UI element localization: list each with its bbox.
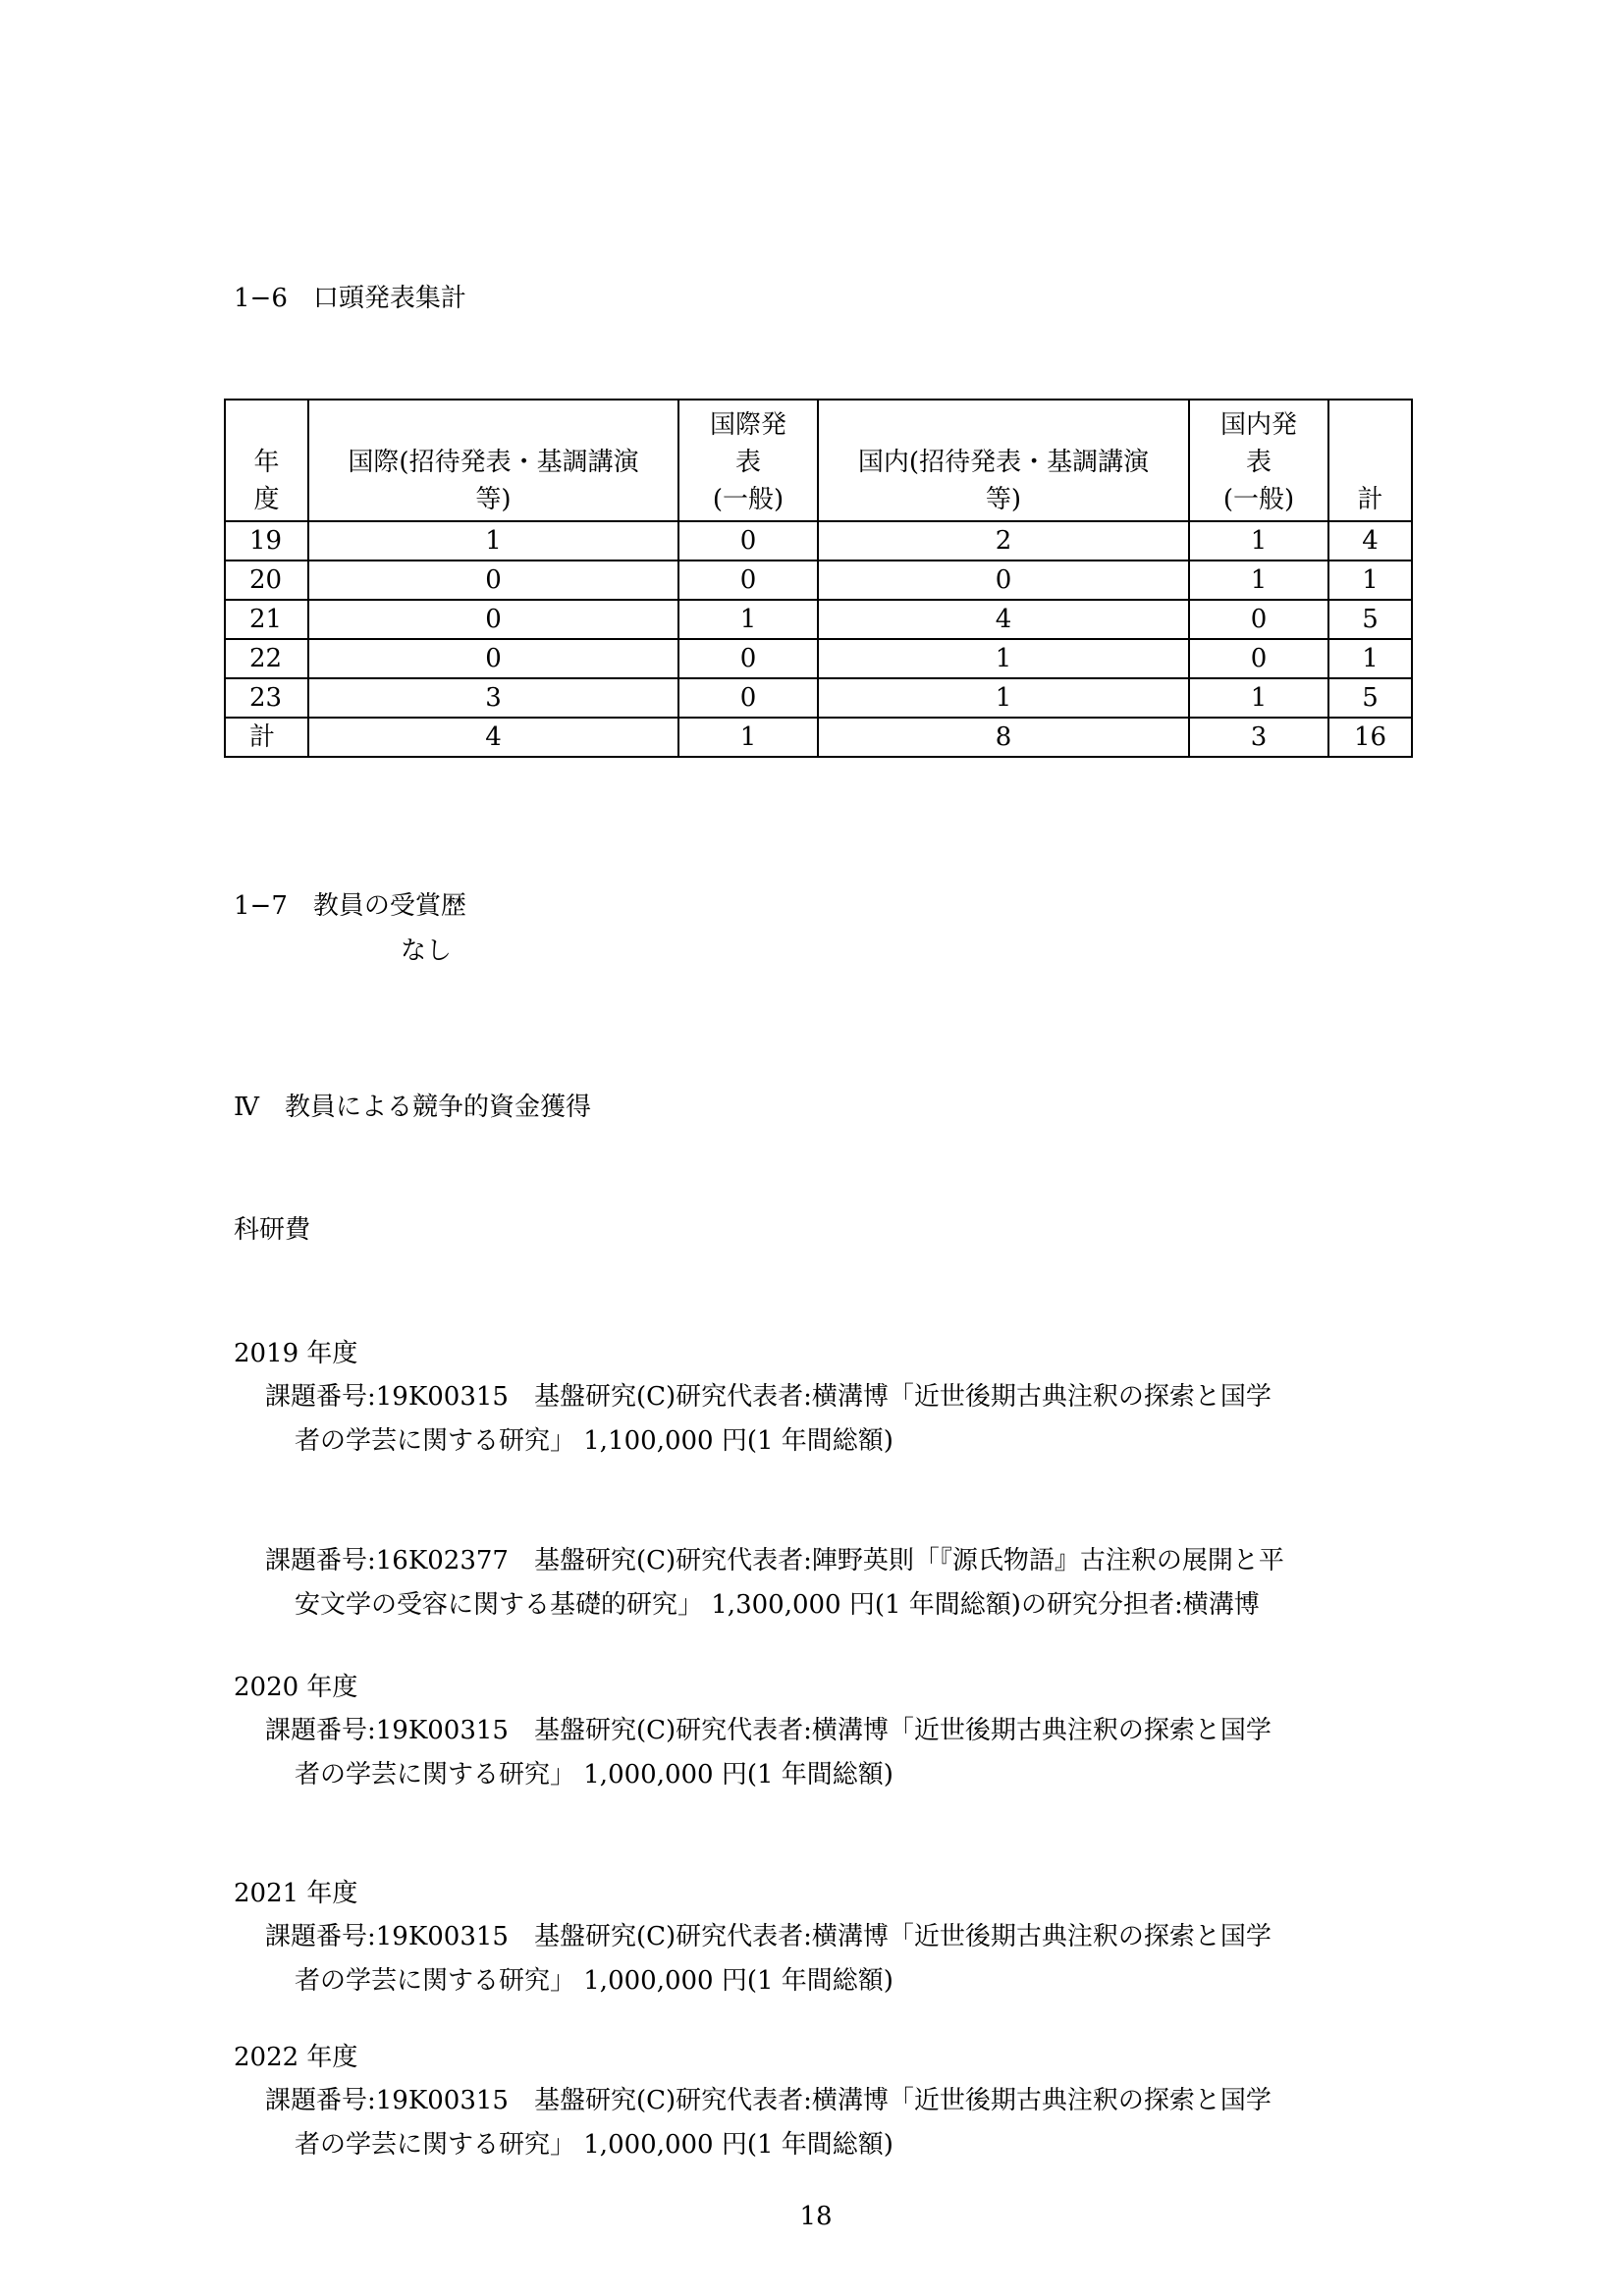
fy2020-line2: 者の学芸に関する研究」 1,000,000 円(1 年間総額) [295,1760,893,1789]
cell-value: 0 [818,561,1189,600]
header-domestic-invited: 国内(招待発表・基調講演 等) [818,400,1189,521]
cell-year: 21 [225,600,308,639]
cell-value: 2 [818,521,1189,561]
fy2021-line2: 者の学芸に関する研究」 1,000,000 円(1 年間総額) [295,1966,893,1996]
fy2020-line1: 課題番号:19K00315 基盤研究(C)研究代表者:横溝博「近世後期古典注釈の探索と国学 [265,1716,1272,1745]
header-domestic-general: 国内発 表 (一般) [1189,400,1328,521]
cell-value: 0 [1189,639,1328,678]
cell-total: 1 [1328,639,1412,678]
presentation-summary-table [224,399,1413,758]
cell-value: 3 [308,678,678,718]
cell-value: 8 [818,718,1189,757]
header-year: 年 度 [225,400,308,521]
header-intl-invited: 国際(招待発表・基調講演 等) [308,400,678,521]
header-total: 計 [1328,400,1412,521]
fy2022-year: 2022 年度 [234,2043,358,2072]
fy2022-line2: 者の学芸に関する研究」 1,000,000 円(1 年間総額) [295,2130,893,2160]
section-1-7-heading: 1−7 教員の受賞歴 [234,891,466,921]
cell-year: 22 [225,639,308,678]
fy2020-year: 2020 年度 [234,1673,358,1702]
cell-value: 4 [308,718,678,757]
fy2019-item1-line1: 課題番号:19K00315 基盤研究(C)研究代表者:横溝博「近世後期古典注釈の探索と国学 [265,1382,1272,1412]
cell-total: 4 [1328,521,1412,561]
table-row [225,600,1412,639]
fy2021-line1: 課題番号:19K00315 基盤研究(C)研究代表者:横溝博「近世後期古典注釈の探索と国学 [265,1922,1272,1951]
cell-total: 16 [1328,718,1412,757]
fy2019-item2-line2: 安文学の受容に関する基礎的研究」 1,300,000 円(1 年間総額)の研究分担者:横溝博 [295,1590,1260,1620]
cell-value: 1 [1189,678,1328,718]
fy2021-year: 2021 年度 [234,1879,358,1908]
cell-value: 0 [308,600,678,639]
cell-value: 3 [1189,718,1328,757]
table-row [225,561,1412,600]
cell-value: 1 [1189,521,1328,561]
cell-value: 0 [678,678,818,718]
cell-total: 5 [1328,678,1412,718]
cell-value: 0 [1189,600,1328,639]
cell-year: 計 [225,718,308,757]
cell-year: 19 [225,521,308,561]
cell-value: 0 [308,561,678,600]
cell-value: 1 [678,718,818,757]
cell-total: 1 [1328,561,1412,600]
cell-value: 0 [678,521,818,561]
table-total-row [225,718,1412,757]
awards-content: なし [401,936,453,966]
section-1-6-heading: 1−6 口頭発表集計 [234,284,466,313]
cell-value: 1 [818,678,1189,718]
cell-year: 23 [225,678,308,718]
cell-value: 0 [678,561,818,600]
cell-value: 1 [308,521,678,561]
cell-value: 1 [678,600,818,639]
table-header-row [225,400,1412,521]
fy2019-item2-line1: 課題番号:16K02377 基盤研究(C)研究代表者:陣野英則「『源氏物語』古注釈の展開と平 [265,1546,1284,1575]
cell-year: 20 [225,561,308,600]
kakenhi-label: 科研費 [234,1215,311,1245]
table-row [225,678,1412,718]
cell-value: 0 [678,639,818,678]
table-row [225,521,1412,561]
header-intl-general: 国際発 表 (一般) [678,400,818,521]
fy2019-item1-line2: 者の学芸に関する研究」 1,100,000 円(1 年間総額) [295,1426,893,1456]
section-iv-heading: Ⅳ 教員による競争的資金獲得 [234,1093,591,1122]
fy2022-line1: 課題番号:19K00315 基盤研究(C)研究代表者:横溝博「近世後期古典注釈の探索と国学 [265,2086,1272,2115]
cell-total: 5 [1328,600,1412,639]
cell-value: 1 [818,639,1189,678]
cell-value: 0 [308,639,678,678]
cell-value: 1 [1189,561,1328,600]
page-number: 18 [799,2202,833,2231]
table-row [225,639,1412,678]
cell-value: 4 [818,600,1189,639]
fy2019-year: 2019 年度 [234,1339,358,1368]
